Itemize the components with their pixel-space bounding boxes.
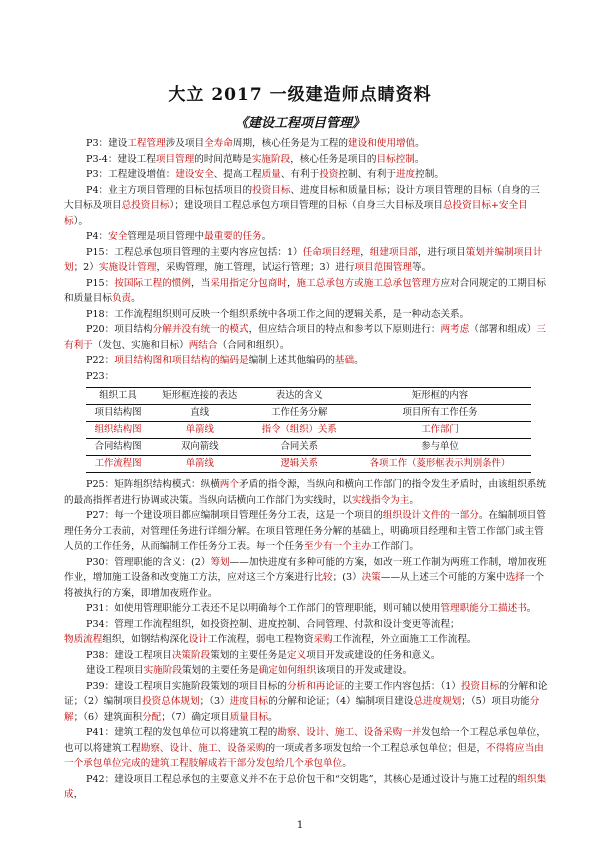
body-text: 策划的主要任务是 [181,665,259,676]
highlight-text: 施工总承包方或施工总承包管理方 [296,277,441,289]
highlight-text: 采购 [313,634,333,645]
highlight-text: 实施阶段 [143,665,182,676]
highlight-text: 策划并编制项目计划 [64,246,543,273]
highlight-text: 两考虑 [440,324,470,335]
paragraph [64,648,548,664]
body-text: 。 [415,138,425,149]
table-cell: 单箭线 [150,456,249,473]
paragraph [64,663,548,679]
paragraph [64,725,548,772]
highlight-text: 两结合 [188,339,218,351]
highlight-text: 设计 [188,634,208,645]
paragraph [64,679,548,726]
body-text: 工作流程，外立面施工工作流程。 [332,634,477,645]
paragraph [64,617,548,633]
paragraph [64,772,548,803]
highlight-text: 工程管理 [127,138,166,149]
paragraph [64,632,548,648]
highlight-text: 管理职能分工描述书 [440,603,527,614]
highlight-text: 任命项目经理 [302,246,361,258]
highlight-text: 采用指定分包商时 [210,277,287,289]
highlight-text: 物质流程 [64,634,103,645]
body-text: 周期，核心任务是为工程的 [232,138,348,149]
highlight-text: 两个 [219,479,239,490]
page-number: 1 [296,820,304,831]
body-text: 组织，如钢结构深化 [102,634,189,645]
paragraph [64,555,548,602]
table-cell: 直线 [150,405,249,422]
body-text: 工作部门。 [371,541,419,552]
body-text: ；（5）项目功能 [461,696,530,707]
highlight-text: 投资总体规划 [142,696,200,707]
body-text: 涉及项目 [165,138,205,149]
body-text: 。 [131,293,141,304]
highlight-text: 项目范围管理 [354,262,412,273]
highlight-text: 项目结构图和项目结构的编码是 [114,355,249,366]
table-cell: 单箭线 [150,422,249,439]
table-cell: 双向箭线 [150,439,249,456]
highlight-text: 比较 [313,572,333,583]
body-text: ， [73,789,84,800]
highlight-text: 分配 [142,711,162,723]
body-text: P3：工程建设增值： [86,169,176,180]
body-text: P27：每一个建设项目都应编制项目管理任务分工表，这是一个项目的 [86,510,383,521]
highlight-text: 筹划 [210,556,230,568]
highlight-text: 实施阶段 [251,153,291,165]
table-cell: 合同关系 [249,439,348,456]
highlight-text: 决策 [361,572,381,583]
body-text: 的分解和论证；（2）编制项目 [64,680,548,707]
highlight-text: 定义 [286,649,307,661]
highlight-text: 分解 [64,696,540,723]
highlight-text: 总投资目标+安全目标 [64,200,528,227]
highlight-text: 投资目标 [460,680,500,692]
body-text: ；2） [73,262,99,273]
body-text: ，但应结合项目的特点和参考以下原则进行： [248,324,441,335]
body-text: 管理是项目管理中 [127,231,205,242]
highlight-text: 全寿命 [204,138,233,149]
table-cell: 组织结构图 [86,422,150,439]
paragraph [64,307,548,323]
table-cell: 工作部门 [349,422,531,439]
body-text: 、有利于 [280,169,320,180]
body-text: 策划的主要任务是 [210,649,287,661]
highlight-text: 组织集成 [64,773,547,800]
body-text: ；（7）确定项目 [161,711,230,723]
highlight-text: 勘察、设计、施工、设备采购 [140,742,266,754]
body-text: 、进度目标和质量目标；设计方项目管理的目标（自身的三大目标及项目 [64,184,540,211]
paragraph [64,369,548,385]
highlight-text: 实线指令为主 [351,494,410,506]
body-text: P20：项目结构 [86,324,153,335]
body-text: P3：建设 [86,138,128,149]
body-text: P18：工作流程组织则可反映一个组织系统中各项工作之间的逻辑关系，是一种动态关系。 [86,308,470,320]
body-text: 项目开发或建设的任务和意义。 [306,649,441,661]
body-text: 的时间范畴是 [194,153,252,165]
highlight-text: 总进度规划 [413,696,462,707]
highlight-text: 最重要的任务 [204,231,262,242]
body-text: P15：工程总承包项目管理的主要内容应包括：1） [86,246,303,258]
paragraph [64,183,548,230]
highlight-text: 选择 [505,572,525,583]
paragraph [64,245,548,276]
paragraph [64,353,548,369]
body-text: 。 [342,758,352,769]
table-cell: 逻辑关系 [249,456,348,473]
highlight-text: 至少有一个主办 [303,541,371,552]
body-text: 控制。 [415,169,444,180]
body-text: ——加快进度有多种可能的方案，如改一班工作制为两班工作制，增加夜班作业，增加施工设备和改变施工方法，应对这三个方案进行 [64,556,547,583]
body-text: ——从上述三个可能的方案中 [380,572,506,583]
body-text: 等。 [412,262,432,273]
body-text: 矛盾的指令源，当纵向和横向工作部门的指令发生矛盾时，由该组织系统的最高指挥者进行协调或决策。当纵向话横向工作部门为实线时，以 [64,479,546,506]
body-text: 。 [261,231,272,242]
highlight-text: 项目管理 [155,153,195,165]
highlight-text: 建设安全 [175,169,214,180]
body-text: P30：管理职能的含义：(2） [86,556,211,568]
paragraph [64,152,548,168]
body-text: 一个将被执行的方案，即增加夜班作业。 [64,572,544,599]
body-text: ）。 [73,215,88,227]
table-cell: 工作任务分解 [249,405,348,422]
table-header-cell: 矩形框的内容 [349,388,531,405]
body-text: 建设工程项目 [86,665,144,676]
body-text: （合同和组织）。 [217,339,290,351]
body-text: 。 [526,603,537,614]
highlight-text: 不得将应当由一个承包单位完成的建筑工程肢解成若干部分发包给几个承包单位 [64,742,544,769]
body-text: P39：建设工程项目实施阶段策划的项目目标的 [86,680,287,692]
highlight-text: 目标控制 [376,153,415,165]
highlight-text: 安全 [108,231,128,242]
highlight-text: 决策阶段 [171,649,211,661]
highlight-text: 组建项目部 [369,246,418,258]
highlight-text: 实施设计管理 [98,262,157,273]
body-text: ，采购管理，施工管理，试运行管理；3）进行 [156,262,355,273]
body-text: 的主要工作内容包括：（1） [344,680,461,692]
table-cell: 各项工作（菱形框表示判别条件） [349,456,531,473]
document-body [64,136,548,803]
body-text: 编制上述其他编码的 [248,355,335,366]
table-cell: 项目结构图 [86,405,150,422]
body-text: 的分解和论证；（4）编制项目建设 [268,696,414,707]
highlight-text: 分析和再论证 [286,680,345,692]
body-text: 。 [409,494,419,506]
paragraph [64,229,548,245]
body-text: ）；建设项目工程总承包方项目管理的目标（自身三大目标及项目 [169,200,443,211]
table-header-cell: 表达的含义 [249,388,348,405]
body-text: P4：业主方项目管理的目标包括项目的 [86,184,253,196]
body-text: 、提高工程 [213,169,262,180]
body-text: 。 [414,153,425,165]
table-header-cell: 矩形框连接的表达 [150,388,249,405]
highlight-text: 进度 [395,169,416,180]
highlight-text: 总投资目标 [121,200,170,211]
body-text: ，当 [191,277,211,289]
highlight-text: 进度目标 [229,696,269,707]
body-text: 应对合同规定的工期目标和质量目标 [64,277,546,304]
paragraph [64,508,548,555]
body-text: P41：建筑工程的发包单位可以将建筑工程的 [86,727,278,738]
body-text: P4： [86,231,109,242]
body-text: 。 [354,355,364,366]
paragraph [64,136,548,152]
paragraph [64,601,548,617]
body-text: 控制、有利于 [338,169,396,180]
highlight-text: 按国际工程的惯例 [114,277,192,289]
body-text: P42：建设项目工程总承包的主要意义并不在于总价包干和“交钥匙”，其核心是通过设计与施工过程的 [86,773,518,785]
highlight-text: 勘察、设计、施工、设备采购一并 [277,727,422,738]
table-cell: 项目所有工作任务 [349,405,531,422]
body-text: ；（3） [199,696,230,707]
body-text: ，核心任务是项目的 [290,153,377,165]
body-text: P25：矩阵组织结构模式：纵横 [86,479,220,490]
body-text: 该项目的开发或建设。 [316,665,413,676]
paragraph [64,477,548,508]
highlight-text: 三有利于 [64,324,546,351]
body-text: P23： [86,370,115,382]
body-text: P3-4：建设工程 [86,153,156,165]
body-text: ， [286,277,297,289]
table-cell: 参与单位 [349,439,531,456]
body-text: 。在编制项目管理任务分工表前，对管理任务进行详细分解。在项目管理任务分解的基础上，明确项目经理和主管工作部门或主管人员的工作任务，从而编制工作任务分工表。每一个任务 [64,510,546,552]
body-text: P22： [86,355,115,366]
body-text: ， [360,246,370,258]
body-text: （发包、实施和目标） [92,339,189,351]
paragraph [64,322,548,353]
body-text: P31：如使用管理职能分工表还不足以明确每个工作部门的管理职能，则可辅以使用 [86,603,441,614]
document-subtitle: 《建设工程项目管理》 [234,116,365,131]
table-header-cell: 组织工具 [86,388,150,405]
paragraph [64,167,548,183]
highlight-text: 确定如何组织 [258,665,317,676]
highlight-text: 投资 [319,169,339,180]
body-text: 。 [268,711,278,723]
org-tools-table [86,387,531,473]
highlight-text: 质量 [261,169,281,180]
body-text: 发包给一个工程总承包单位，也可以将建筑工程 [64,727,546,754]
body-text: P15： [86,277,115,289]
body-text: （部署和组成） [469,324,537,335]
body-text: ，进行项目 [417,246,466,258]
highlight-text: 分解并没有统一的模式 [152,324,249,335]
highlight-text: 质量目标 [229,711,269,723]
document-title: 大立 2017 一级建造师点睛资料 [168,85,432,105]
body-text: 的一项或者多项发包给一个工程总承包单位；但是， [265,742,487,754]
highlight-text: 组织设计文件的一部分 [382,510,479,521]
highlight-text: 投资目标 [252,184,291,196]
table-cell: 指令（组织）关系 [249,422,348,439]
highlight-text: 负责 [111,293,132,304]
body-text: 工作流程，弱电工程物资 [207,634,314,645]
body-text: ；(3） [332,572,362,583]
body-text: P38：建设工程项目 [86,649,172,661]
paragraph [64,276,548,307]
body-text: ；（6）建筑面积 [73,711,143,723]
body-text: P34：管理工作流程组织，如投资控制、进度控制、合同管理、付款和设计变更等流程； [86,618,460,630]
highlight-text: 建设和使用增值 [348,138,416,149]
table-cell: 合同结构图 [86,439,150,456]
table-cell: 工作流程图 [86,456,150,473]
highlight-text: 基础 [334,355,355,366]
